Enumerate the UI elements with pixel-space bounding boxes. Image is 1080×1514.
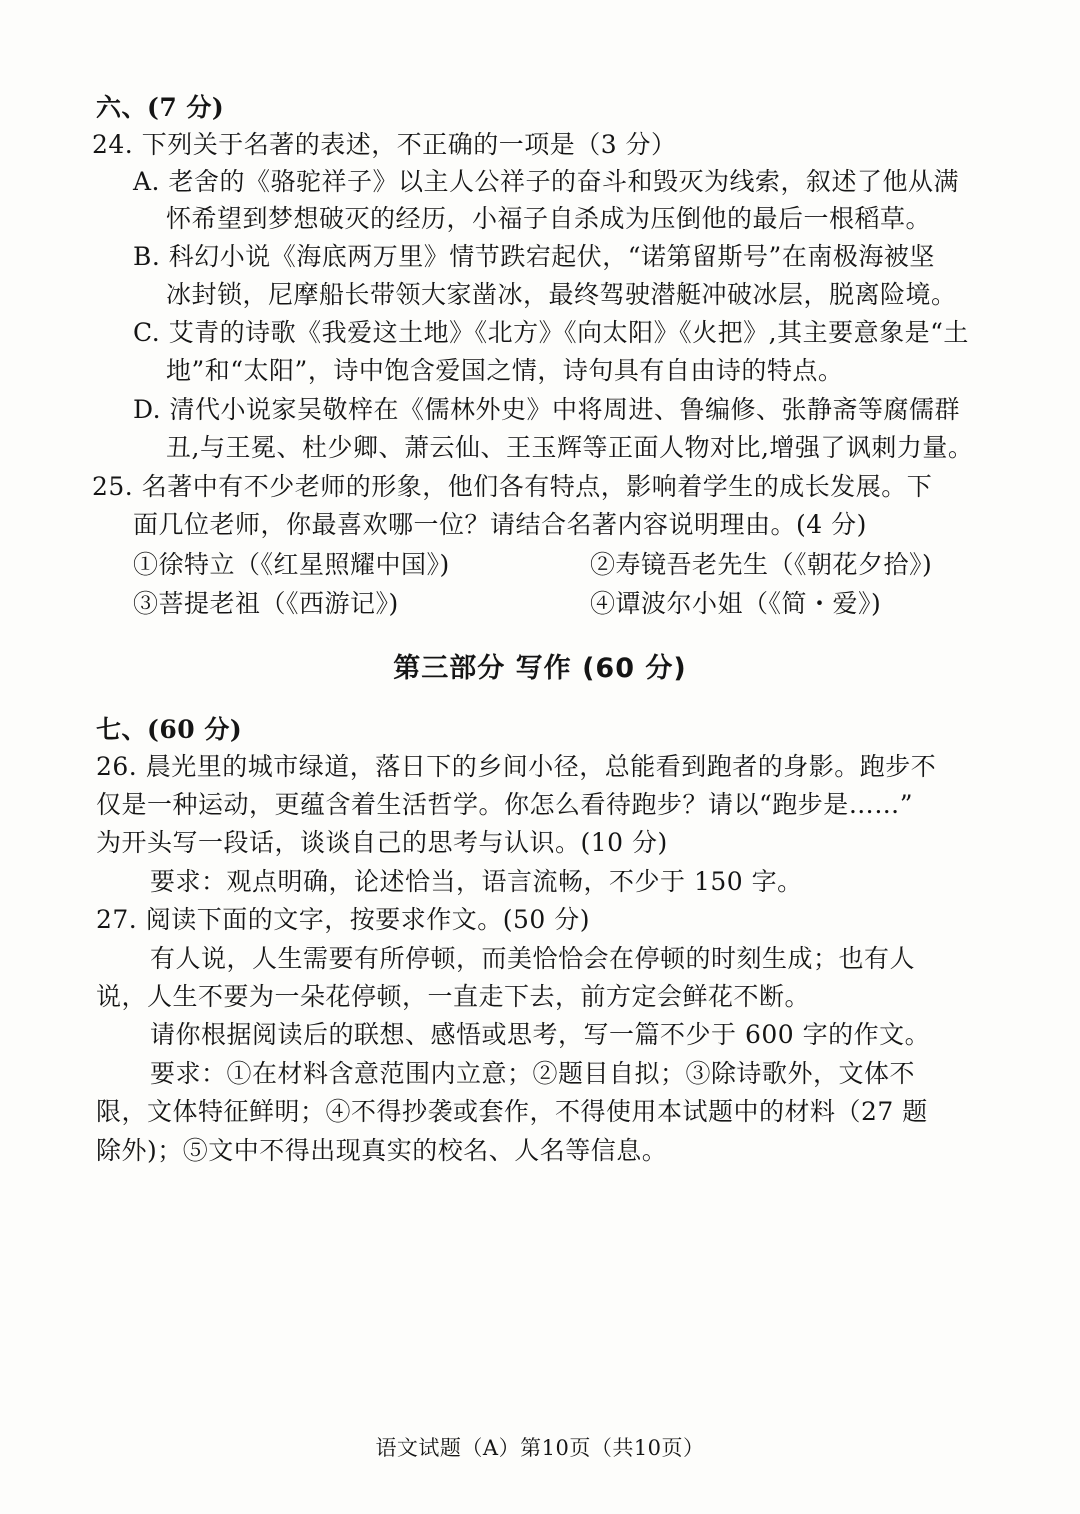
page-footer: 语文试题（A）第10页（共10页）: [375, 1436, 705, 1460]
part-three-title: 第三部分 写作 (60 分): [393, 653, 687, 684]
q24-option-b-line1: B. 科幻小说《海底两万里》情节跌宕起伏，“诺第留斯号”在南极海被坚: [133, 242, 935, 271]
q24-option-a-line1: A. 老舍的《骆驼祥子》以主人公祥子的奋斗和毁灭为线索，叙述了他从满: [133, 167, 959, 196]
question-27-instruction: 请你根据阅读后的联想、感悟或思考，写一篇不少于 600 字的作文。: [150, 1020, 931, 1049]
section-seven-heading: 七、(60 分): [96, 715, 243, 744]
q25-option-3: ③菩提老祖（《西游记》): [133, 589, 399, 618]
q24-option-d-line2: 丑,与王冕、杜少卿、萧云仙、王玉辉等正面人物对比,增强了讽刺力量。: [166, 433, 974, 462]
section-six-heading: 六、(7 分): [96, 93, 225, 122]
q24-option-a-line2: 怀希望到梦想破灭的经历，小福子自杀成为压倒他的最后一根稻草。: [166, 204, 932, 233]
question-27-material-line2: 说，人生不要为一朵花停顿，一直走下去，前方定会鲜花不断。: [96, 982, 811, 1011]
question-25-stem-line2: 面几位老师，你最喜欢哪一位？请结合名著内容说明理由。(4 分): [133, 510, 867, 539]
q25-option-2: ②寿镜吾老先生（《朝花夕拾》): [590, 550, 933, 579]
question-27-stem: 27. 阅读下面的文字，按要求作文。(50 分): [96, 905, 590, 934]
q24-option-c-line1: C. 艾青的诗歌《我爱这土地》《北方》《向太阳》《火把》,其主要意象是“土: [133, 318, 969, 347]
question-27-requirements-line3: 除外)；⑤文中不得出现真实的校名、人名等信息。: [96, 1136, 668, 1165]
question-27-material-line1: 有人说，人生需要有所停顿，而美恰恰会在停顿的时刻生成；也有人: [150, 944, 916, 973]
q24-option-d-line1: D. 清代小说家吴敬梓在《儒林外史》中将周进、鲁编修、张静斋等腐儒群: [133, 395, 961, 424]
q24-option-c-line2: 地”和“太阳”，诗中饱含爱国之情，诗句具有自由诗的特点。: [166, 356, 844, 385]
question-26-line2: 仅是一种运动，更蕴含着生活哲学。你怎么看待跑步？请以“跑步是……”: [96, 790, 914, 819]
question-27-requirements-line1: 要求：①在材料含意范围内立意；②题目自拟；③除诗歌外，文体不: [150, 1059, 916, 1088]
q24-option-b-line2: 冰封锁，尼摩船长带领大家凿冰，最终驾驶潜艇冲破冰层，脱离险境。: [166, 280, 957, 309]
q25-option-1: ①徐特立（《红星照耀中国》): [133, 550, 450, 579]
q25-option-4: ④谭波尔小姐（《简・爱》): [590, 589, 882, 618]
question-24-stem: 24. 下列关于名著的表述，不正确的一项是（3 分）: [92, 130, 677, 159]
question-26-requirement: 要求：观点明确，论述恰当，语言流畅，不少于 150 字。: [150, 867, 803, 896]
question-26-line1: 26. 晨光里的城市绿道，落日下的乡间小径，总能看到跑者的身影。跑步不: [96, 752, 937, 781]
question-25-stem-line1: 25. 名著中有不少老师的形象，他们各有特点，影响着学生的成长发展。下: [92, 472, 933, 501]
question-26-line3: 为开头写一段话，谈谈自己的思考与认识。(10 分): [96, 828, 668, 857]
question-27-requirements-line2: 限，文体特征鲜明；④不得抄袭或套作，不得使用本试题中的材料（27 题: [96, 1097, 928, 1126]
